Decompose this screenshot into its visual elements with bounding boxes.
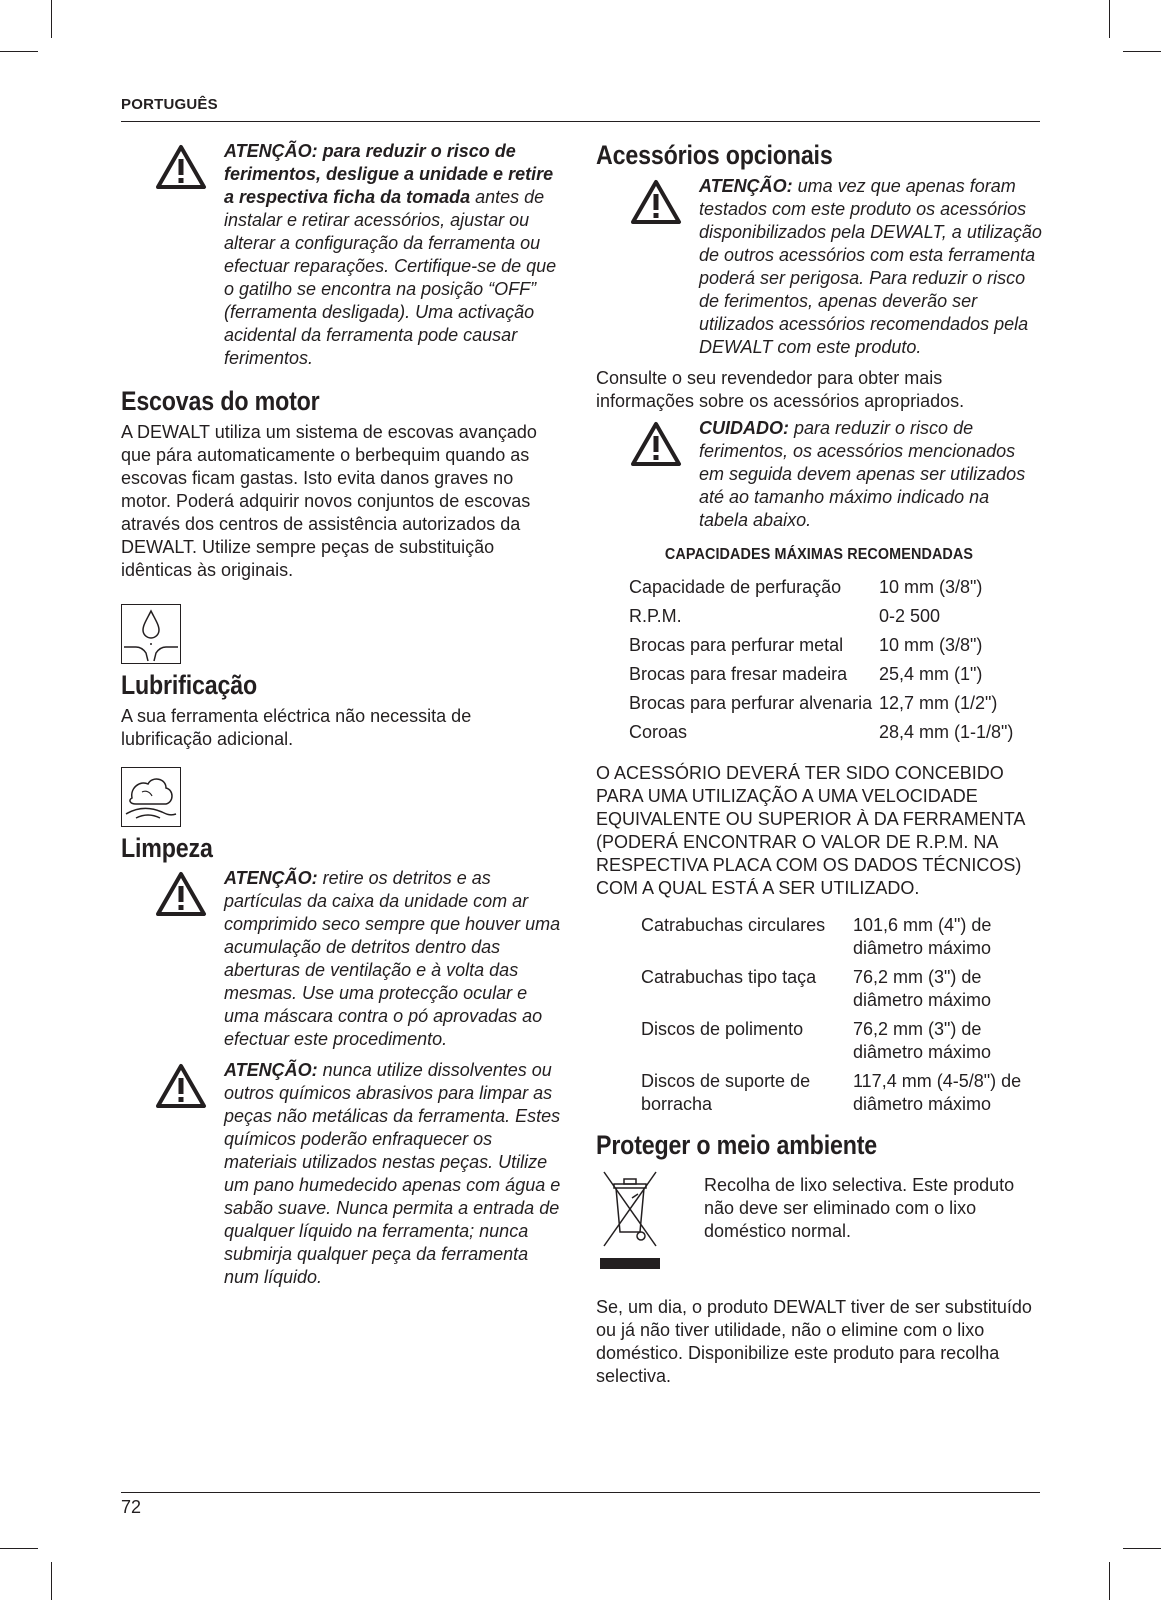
section-title-lubrication: Lubrificação — [121, 670, 258, 700]
warning-block — [121, 140, 567, 370]
table-cell-value: 12,7 mm (1/2") — [879, 693, 998, 713]
lubrication-icon — [121, 604, 181, 664]
table-cell-value: 10 mm (3/8") — [879, 635, 983, 655]
table-cell-label: Brocas para fresar madeira — [629, 664, 848, 684]
table-row — [629, 663, 1029, 692]
brushes-text: A DEWALT utiliza um sistema de escovas avançado que pára automaticamente o berbequim quando as escovas ficam gastas. Isto evita danos graves no motor. Poderá adquirir novos conjuntos de escovas através dos centros de assistência autorizados da DEWALT. Utilize sempre peças de substituição idênticas às originais. — [121, 422, 537, 580]
crop-mark — [0, 51, 38, 52]
recycle-block — [596, 1166, 1042, 1284]
warning-text: ATENÇÃO: nunca utilize dissolventes ou outros químicos abrasivos para limpar as peças não metálicas da ferramenta. Estes químicos poderão enfraquecer os materiais utilizados nestas peças. Utilize um pano humedecido apenas com água e sabão suave. Nunca permita a entrada de qualquer líquido na ferramenta; nunca submirja qualquer peça da ferramenta num líquido. — [224, 1060, 561, 1287]
caution-block — [596, 417, 1042, 532]
warning-triangle-icon — [630, 421, 682, 467]
capacities-title: CAPACIDADES MÁXIMAS RECOMENDADAS — [664, 546, 974, 563]
footer-rule — [121, 1492, 1040, 1493]
warning-block — [121, 867, 567, 1051]
table-cell-label: Capacidade de perfuração — [629, 577, 842, 597]
table-cell-value: 117,4 mm (4-5/8") de diâmetro máximo — [853, 1071, 1022, 1114]
table-cell-label: Brocas para perfurar metal — [629, 635, 844, 655]
table-cell-label: Discos de suporte de borracha — [641, 1071, 811, 1114]
cleaning-icon — [121, 767, 181, 827]
table-cell-value: 10 mm (3/8") — [879, 577, 983, 597]
crop-mark — [1123, 51, 1161, 52]
left-column — [121, 140, 567, 1289]
table-cell-value: 25,4 mm (1") — [879, 664, 983, 684]
page-number: 72 — [121, 1497, 142, 1517]
lubrication-text: A sua ferramenta eléctrica não necessita de lubrificação adicional. — [121, 706, 472, 749]
table-cell-label: Catrabuchas circulares — [641, 915, 826, 935]
table-row — [641, 1070, 1037, 1122]
capacities-table — [629, 576, 1029, 750]
table-cell-value: 76,2 mm (3") de diâmetro máximo — [853, 1019, 992, 1062]
warning-triangle-icon — [630, 179, 682, 225]
section-title-brushes: Escovas do motor — [121, 386, 320, 416]
crop-mark — [0, 1548, 38, 1549]
consult-text: Consulte o seu revendedor para obter mais informações sobre os acessórios apropriados. — [596, 368, 965, 411]
warning-text: ATENÇÃO: para reduzir o risco de ferimentos, desligue a unidade e retire a respectiva ficha da tomada antes de instalar e retirar acessórios, ajustar ou alterar a configuração da ferramenta ou efectuar reparações. Certifique-se de que o gatilho se encontra na posição “OFF” (ferramenta desligada). Uma activação acidental da ferramenta pode causar ferimentos. — [224, 141, 557, 368]
crop-mark — [1109, 0, 1110, 38]
header-language: PORTUGUÊS — [121, 96, 218, 113]
table-row — [629, 605, 1029, 634]
recycle-text: Recolha de lixo selectiva. Este produto não deve ser eliminado com o lixo doméstico normal. — [704, 1175, 1015, 1241]
table-row — [629, 576, 1029, 605]
crop-mark — [1123, 1548, 1161, 1549]
header-rule — [121, 121, 1040, 122]
warning-text: ATENÇÃO: retire os detritos e as partículas da caixa da unidade com ar comprimido seco sempre que houver uma acumulação de detritos dentro das aberturas de ventilação e à volta das mesmas. Use uma protecção ocular e uma máscara contra o pó aprovadas ao efectuar este procedimento. — [224, 868, 561, 1049]
crop-mark — [51, 0, 52, 38]
table-cell-label: Coroas — [629, 722, 688, 742]
environment-text: Se, um dia, o produto DEWALT tiver de ser substituído ou já não tiver utilidade, não o elimine com o lixo doméstico. Disponibilize este produto para recolha selectiva. — [596, 1297, 1032, 1386]
table-cell-label: Brocas para perfurar alvenaria — [629, 693, 873, 713]
section-title-environment: Proteger o meio ambiente — [596, 1130, 878, 1160]
section-title-accessories: Acessórios opcionais — [596, 140, 833, 170]
table-cell-value: 76,2 mm (3") de diâmetro máximo — [853, 967, 992, 1010]
crop-mark — [51, 1562, 52, 1600]
warning-triangle-icon — [155, 871, 207, 917]
warning-block — [596, 175, 1042, 359]
table-cell-value: 28,4 mm (1-1/8") — [879, 722, 1014, 742]
table-cell-value: 0-2 500 — [879, 606, 941, 626]
warning-block — [121, 1059, 567, 1289]
warning-triangle-icon — [155, 144, 207, 190]
table-row — [641, 966, 1037, 1018]
table-cell-label: Catrabuchas tipo taça — [641, 967, 817, 987]
section-title-cleaning: Limpeza — [121, 833, 213, 863]
table-row — [641, 914, 1037, 966]
table-row — [629, 634, 1029, 663]
crop-mark — [1109, 1562, 1110, 1600]
table-cell-value: 101,6 mm (4") de diâmetro máximo — [853, 915, 992, 958]
warning-text: ATENÇÃO: uma vez que apenas foram testados com este produto os acessórios disponibilizados pela DEWALT, a utilização de outros acessórios com esta ferramenta poderá ser perigosa. Para reduzir o risco de ferimentos, apenas deverão ser utilizados acessórios recomendados pela DEWALT com este produto. — [699, 176, 1042, 357]
table-row — [629, 692, 1029, 721]
warning-triangle-icon — [155, 1063, 207, 1109]
brushes-table — [641, 914, 1037, 1122]
right-column — [596, 138, 1042, 1388]
caution-text: CUIDADO: para reduzir o risco de ferimentos, os acessórios mencionados em seguida devem apenas ser utilizados até ao tamanho máximo indicado na tabela abaixo. — [699, 418, 1026, 530]
speed-notice: O ACESSÓRIO DEVERÁ TER SIDO CONCEBIDO PARA UMA UTILIZAÇÃO A UMA VELOCIDADE EQUIVALENTE OU SUPERIOR À DA FERRAMENTA (PODERÁ ENCONTRAR O VALOR DE R.P.M. NA RESPECTIVA PLACA COM OS DADOS TÉCNICOS) COM A QUAL ESTÁ A SER UTILIZADO. — [596, 763, 1025, 898]
table-row — [629, 721, 1029, 750]
table-cell-label: R.P.M. — [629, 606, 682, 626]
table-cell-label: Discos de polimento — [641, 1019, 804, 1039]
table-row — [641, 1018, 1037, 1070]
crossed-bin-icon — [596, 1166, 666, 1276]
